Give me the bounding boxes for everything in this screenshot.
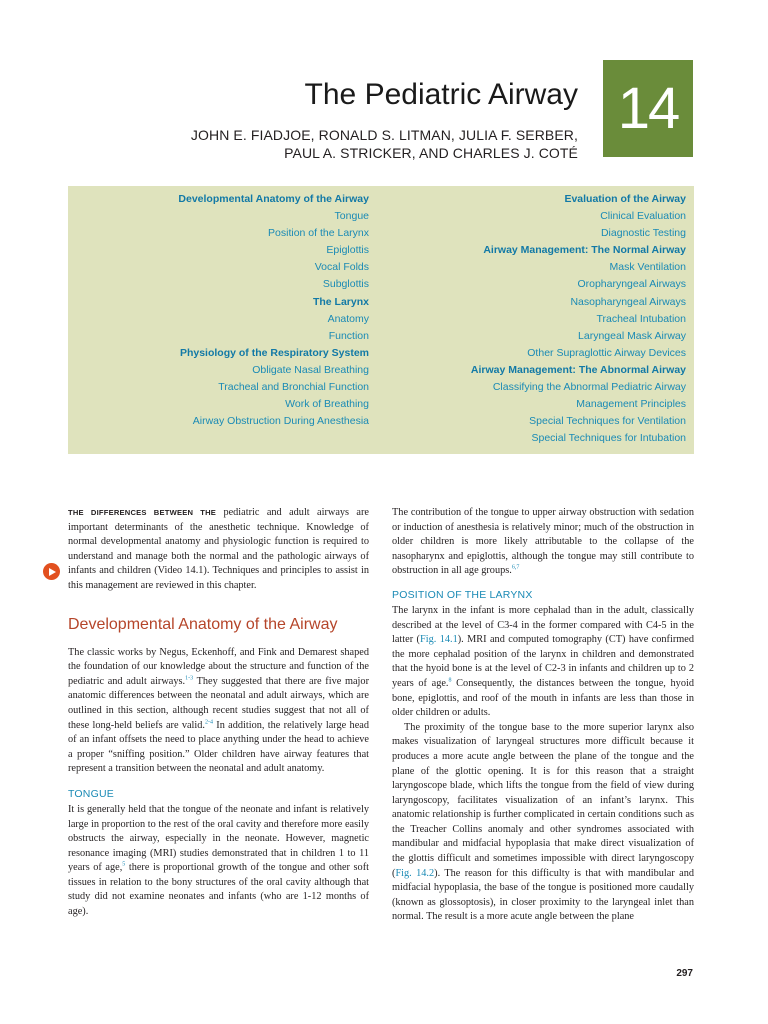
subsection-heading-tongue: TONGUE bbox=[68, 787, 114, 800]
outline-item[interactable]: Position of the Larynx bbox=[268, 227, 369, 240]
figure-link[interactable]: Fig. 14.2 bbox=[395, 867, 435, 879]
outline-item[interactable]: Special Techniques for Intubation bbox=[531, 432, 686, 445]
intro-paragraph bbox=[68, 506, 369, 594]
intro-text: pediatric and adult airways are important determinants of the anesthetic technique. Knowledge of normal developmental anatomy and physiologic function is required to understand and manage both the normal and the pathologic airways of infants and children (Video 14.1). Techniques and principles to assist in this management are reviewed in this chapter. bbox=[68, 507, 370, 591]
body-left-column bbox=[68, 506, 369, 920]
outline-item[interactable]: Special Techniques for Ventilation bbox=[529, 415, 686, 428]
outline-item[interactable]: Epiglottis bbox=[326, 244, 369, 257]
outline-item[interactable]: Evaluation of the Airway bbox=[564, 193, 686, 205]
subsection-heading-larynx: POSITION OF THE LARYNX bbox=[392, 588, 533, 601]
outline-item[interactable]: Management Principles bbox=[576, 398, 686, 411]
figure-link[interactable]: Fig. 14.1 bbox=[419, 634, 458, 646]
text-run: Consequently, the distances between the tongue, hyoid bone, epiglottis, and roof of the mouth in infants are less than those in older children or adults. bbox=[392, 677, 694, 719]
intro-lead-in: THE DIFFERENCES BETWEEN THE bbox=[68, 508, 217, 517]
text-run: there is proportional growth of the tongue and other soft tissues in relation to the bony structures of the oral cavity although that study did not examine neonates and infants (who are 1-12 months of age). bbox=[68, 862, 369, 918]
outline-item[interactable]: Airway Obstruction During Anesthesia bbox=[192, 415, 369, 428]
chapter-outline bbox=[68, 186, 694, 454]
body-right-column bbox=[392, 506, 694, 925]
outline-item[interactable]: Classifying the Abnormal Pediatric Airway bbox=[492, 381, 686, 394]
larynx-paragraph bbox=[392, 604, 694, 721]
outline-item[interactable]: Airway Management: The Abnormal Airway bbox=[470, 363, 686, 376]
authors-line-1: JOHN E. FIADJOE, RONALD S. LITMAN, JULIA F. SERBER, bbox=[190, 127, 578, 143]
text-run: It is generally held that the tongue of the neonate and infant is relatively large in proportion to the rest of the oral cavity and therefore more easily obstructs the airway, especially in the neonate. However, magnetic resonance imaging (MRI) studies demonstrated that in children 1 to 11 years of age, bbox=[68, 803, 369, 874]
outline-item[interactable]: Function bbox=[328, 329, 369, 342]
larynx-paragraph-2 bbox=[392, 721, 694, 925]
reference-link[interactable]: 5 bbox=[122, 861, 126, 868]
reference-link[interactable]: 2-4 bbox=[205, 719, 213, 726]
outline-right-column bbox=[396, 191, 686, 447]
outline-item[interactable]: Airway Management: The Normal Airway bbox=[483, 244, 686, 257]
text-run: The contribution of the tongue to upper airway obstruction with sedation or induction of anesthesia is relatively minor; much of the obstruction in older children is more likely attributable to the collapse of the nasopharynx and epiglottis, although the tongue may still contribute to obstruction in all age groups. bbox=[392, 507, 694, 577]
chapter-title: The Pediatric Airway bbox=[304, 78, 578, 111]
outline-item[interactable]: Tracheal and Bronchial Function bbox=[218, 381, 369, 394]
reference-link[interactable]: 1-3 bbox=[185, 675, 194, 682]
outline-item[interactable]: Clinical Evaluation bbox=[600, 210, 686, 223]
text-run: In addition, the relatively large head of an infant offsets the need to place anything under the head to achieve a proper “sniffing position.” Older children have airway features that represent a transition between the neonatal and adult anatomy. bbox=[68, 719, 369, 775]
tongue-paragraph bbox=[68, 803, 369, 920]
text-run: ). The reason for this difficulty is that with mandibular and midfacial hypoplasia, the base of the tongue is positioned more caudally (known as glossoptosis), in closer proximity to the laryngeal inlet than normal. The result is a more acute angle between the plane bbox=[392, 867, 694, 923]
outline-item[interactable]: Work of Breathing bbox=[285, 398, 369, 411]
outline-item[interactable]: Laryngeal Mask Airway bbox=[578, 329, 686, 342]
reference-link[interactable]: 8 bbox=[448, 677, 452, 684]
chapter-authors bbox=[191, 126, 578, 162]
outline-item[interactable]: Tracheal Intubation bbox=[596, 312, 686, 325]
text-run: The proximity of the tongue base to the more superior larynx also makes visualization of laryngeal structures more difficult because it produces a more acute angle between the plane of the tongue and the plane of the glottic opening. It is for this reason that a straight laryngoscope blade, which lifts the tongue from the field of view during laryngoscopy, facilitates visualization of an infant’s larynx. This anatomic relationship is further complicated in certain conditions such as the Treacher Collins anomaly and other syndromes associated with mandibular and midfacial hypoplasia that make direct visualization of the glottis difficult and sometimes impossible with direct laryngoscopy ( bbox=[392, 721, 694, 879]
outline-item[interactable]: Mask Ventilation bbox=[609, 261, 686, 274]
tongue-contribution-paragraph bbox=[392, 506, 694, 579]
outline-item[interactable]: Vocal Folds bbox=[314, 261, 369, 274]
chapter-number-badge: 14 bbox=[603, 60, 693, 157]
text-run: ). MRI and computed tomography (CT) have confirmed the more cephalad position of the larynx in children and demonstrated that the hyoid bone is at the level of C2-3 in infants and children up to 2 years of age. bbox=[392, 634, 694, 689]
outline-item[interactable]: Anatomy bbox=[327, 312, 369, 325]
outline-item[interactable]: Developmental Anatomy of the Airway bbox=[178, 193, 369, 205]
text-run: The larynx in the infant is more cephalad than in the adult, classically described at the level of C3-4 in the former compared with C4-5 in the latter ( bbox=[392, 604, 694, 646]
outline-item[interactable]: The Larynx bbox=[312, 295, 369, 308]
outline-item[interactable]: Nasopharyngeal Airways bbox=[570, 295, 686, 308]
outline-item[interactable]: Subglottis bbox=[322, 278, 369, 291]
outline-item[interactable]: Obligate Nasal Breathing bbox=[252, 363, 369, 376]
page-number: 297 bbox=[676, 968, 693, 979]
outline-item[interactable]: Tongue bbox=[334, 210, 369, 223]
outline-item[interactable]: Other Supraglottic Airway Devices bbox=[527, 346, 686, 359]
outline-item[interactable]: Physiology of the Respiratory System bbox=[179, 346, 369, 359]
section-paragraph bbox=[68, 646, 369, 777]
text-run: The classic works by Negus, Eckenhoff, and Fink and Demarest shaped the foundation of our knowledge about the structure and function of the pediatric and adult airways. bbox=[68, 646, 369, 687]
text-run: They suggested that there are five major anatomic differences between the neonatal and adult airways, which are outlined in this section, although recent studies suggest that not all of these long-held beliefs are valid. bbox=[68, 675, 369, 731]
section-heading: Developmental Anatomy of the Airway bbox=[68, 615, 338, 633]
reference-link[interactable]: 6,7 bbox=[511, 564, 520, 571]
authors-line-2: PAUL A. STRICKER, AND CHARLES J. COTÉ bbox=[284, 145, 578, 161]
video-play-icon[interactable] bbox=[43, 563, 60, 580]
outline-item[interactable]: Oropharyngeal Airways bbox=[577, 278, 686, 291]
outline-item[interactable]: Diagnostic Testing bbox=[600, 227, 686, 240]
outline-left-column bbox=[79, 191, 369, 430]
